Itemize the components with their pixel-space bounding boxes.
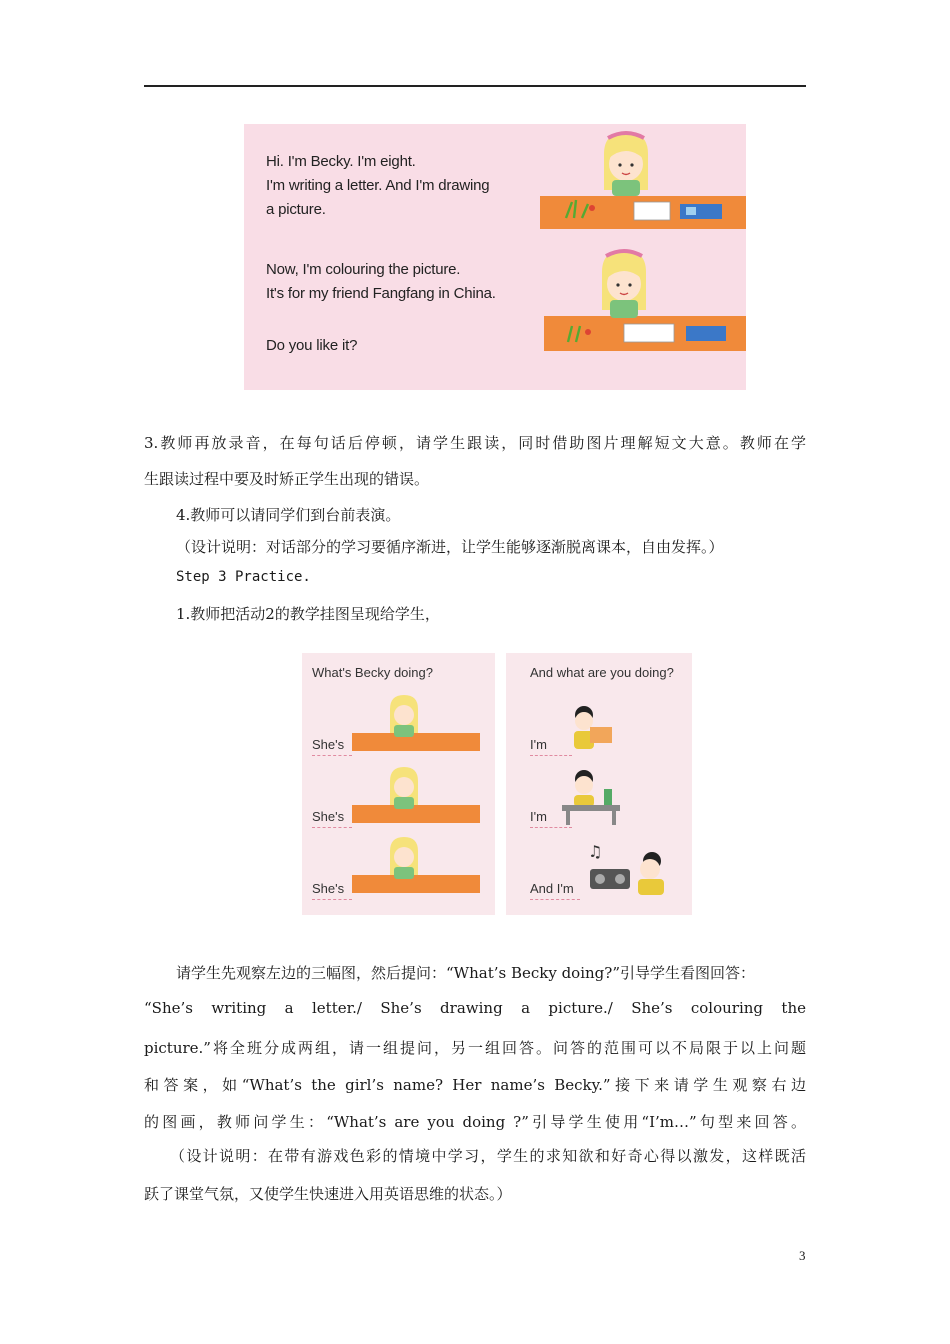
story-text-2	[266, 258, 536, 306]
story-line: I'm writing a letter. And I'm drawing	[266, 177, 490, 194]
header-rule	[144, 85, 806, 87]
design-note-2-line-1: （设计说明：在带有游戏色彩的情境中学习，学生的求知欲和好奇心得以激发，这样既活	[170, 1147, 806, 1165]
story-line: Hi. I'm Becky. I'm eight.	[266, 153, 416, 170]
activity-illustration	[302, 653, 692, 915]
answer-blank	[530, 899, 580, 900]
child-at-desk-image	[562, 767, 622, 825]
design-note-1: （设计说明：对话部分的学习要循序渐进，让学生能够逐渐脱离课本，自由发挥。）	[176, 538, 724, 556]
becky-colouring-image	[562, 246, 746, 352]
paragraph-6-line-3: picture.”将全班分成两组，请一组提问，另一组回答。问答的范围可以不局限于以上问题	[144, 1039, 806, 1057]
answer-label: And I'm	[530, 881, 574, 896]
answer-label: She's	[312, 881, 345, 896]
paragraph-6-line-5: 的图画，教师问学生：“What’s are you doing ?”引导学生使用“I’m…”句型来回答。	[144, 1113, 806, 1131]
paragraph-6-line-2: “She’s writing a letter./ She’s drawing a picture./ She’s colouring the	[144, 999, 806, 1017]
story-illustration	[244, 124, 746, 390]
answer-blank	[530, 755, 572, 756]
svg-text:♫: ♫	[588, 842, 603, 861]
becky-writing-image	[562, 128, 746, 232]
becky-small-image	[384, 693, 424, 741]
answer-blank	[312, 827, 352, 828]
story-text-3: Do you like it?	[266, 337, 358, 354]
right-panel-title: And what are you doing?	[530, 665, 674, 680]
answer-blank	[312, 899, 352, 900]
right-panel	[506, 653, 692, 915]
answer-label: I'm	[530, 809, 547, 824]
story-line: a picture.	[266, 201, 326, 218]
answer-label: I'm	[530, 737, 547, 752]
design-note-2-line-2: 跃了课堂气氛，又使学生快速进入用英语思维的状态。）	[144, 1185, 512, 1203]
paragraph-4: 4.教师可以请同学们到台前表演。	[176, 506, 401, 524]
paragraph-3-line-1: 3.教师再放录音，在每句话后停顿，请学生跟读，同时借助图片理解短文大意。教师在学	[144, 434, 806, 452]
paragraph-6-line-1: 请学生先观察左边的三幅图，然后提问：“What’s Becky doing?”引导学生看图回答：	[176, 964, 755, 982]
answer-label: She's	[312, 737, 345, 752]
paragraph-6-line-4: 和答案，如“What’s the girl’s name? Her name’s Becky.”接下来请学生观察右边	[144, 1076, 806, 1094]
becky-small-image	[384, 835, 424, 883]
left-panel	[302, 653, 495, 915]
step-heading: Step 3 Practice.	[176, 569, 311, 585]
answer-blank	[312, 755, 352, 756]
story-line: It's for my friend Fangfang in China.	[266, 285, 496, 302]
story-line: Now, I'm colouring the picture.	[266, 261, 461, 278]
story-text-1	[266, 150, 526, 222]
page-number: 3	[799, 1248, 806, 1263]
paragraph-3-line-2: 生跟读过程中要及时矫正学生出现的错误。	[144, 470, 430, 488]
child-reading-image	[562, 701, 618, 753]
answer-label: She's	[312, 809, 345, 824]
becky-small-image	[384, 765, 424, 813]
paragraph-5: 1.教师把活动2的教学挂图呈现给学生，	[176, 605, 440, 623]
answer-blank	[530, 827, 572, 828]
left-panel-title: What's Becky doing?	[312, 665, 433, 680]
child-listening-music-image	[586, 839, 686, 899]
